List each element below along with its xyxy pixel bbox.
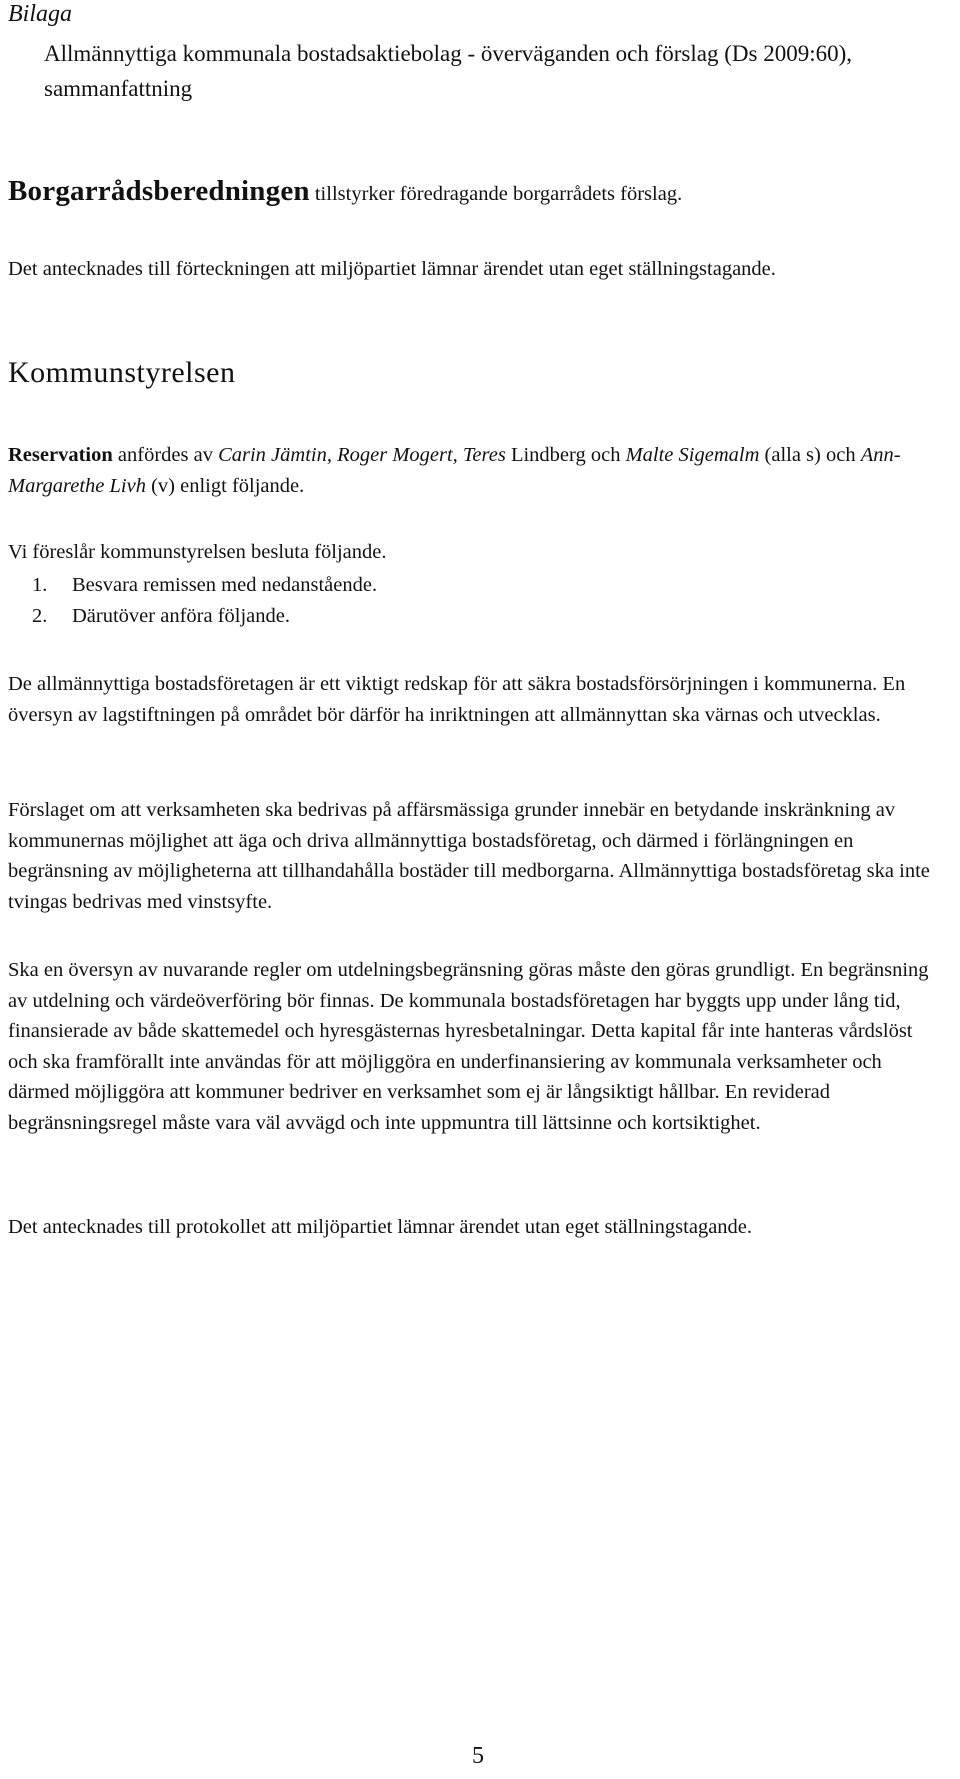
proposal-list	[8, 570, 378, 631]
list-item-number: 1.	[32, 574, 48, 596]
note-paragraph-2: Det antecknades till protokollet att miljöpartiet lämnar ärendet utan eget ställningstagande.	[8, 1216, 753, 1238]
list-item	[8, 601, 337, 632]
list-item-text: Därutöver anföra följande.	[72, 604, 290, 627]
borgarradsberedningen-text: tillstyrker föredragande borgarrådets förslag.	[309, 183, 683, 205]
reservation-text-1: anfördes av	[112, 444, 219, 466]
reservation-text-3: (alla s) och	[759, 444, 861, 466]
note-paragraph-1: Det antecknades till förteckningen att miljöpartiet lämnar ärendet utan eget ställningstagande.	[8, 258, 776, 280]
document-title: Allmännyttiga kommunala bostadsaktiebolag - överväganden och förslag (Ds 2009:60), sammanfattning	[44, 41, 852, 101]
page-number: 5	[472, 1743, 484, 1769]
borgarradsberedningen-lead: Borgarrådsberedningen	[8, 175, 310, 207]
appendix-label: Bilaga	[8, 1, 72, 27]
body-paragraph-3: Ska en översyn av nuvarande regler om utdelningsbegränsning göras måste den göras grundligt. En begränsning av utdelning och värdeöverföring bör finnas. De kommunala bostadsföretagen har byggts upp under lång tid, finansierade av både skattemedel och hyresgästernas hyresbetalningar. Detta kapital får inte hanteras vårdslöst och ska framförallt inte användas för att möjliggöra en underfinansiering av kommunala verksamheter och därmed möjliggöra att kommuner bedriver en verksamhet som ej är långsiktigt hållbar. En reviderad begränsningsregel måste vara väl avvägd och inte uppmuntra till lättsinne och kortsiktighet.	[8, 959, 929, 1134]
kommunstyrelsen-heading: Kommunstyrelsen	[8, 356, 236, 389]
reservation-names-1: Carin Jämtin, Roger Mogert, Teres	[218, 444, 506, 466]
body-paragraph-2: Förslaget om att verksamheten ska bedrivas på affärsmässiga grunder innebär en betydande inskränkning av kommunernas möjlighet att äga och driva allmännyttiga bostadsföretag, och därmed i förlängningen en begränsning av möjligheterna att tillhandahålla bostäder till medborgarna. Allmännyttiga bostadsföretag ska inte tvingas bedrivas med vinstsyfte.	[8, 799, 930, 913]
reservation-names-3: Ann-Margarethe Livh	[8, 444, 901, 497]
reservation-lead: Reservation	[8, 444, 113, 466]
reservation-text-4: (v) enligt följande.	[145, 474, 305, 497]
proposal-intro: Vi föreslår kommunstyrelsen besluta följande.	[8, 541, 387, 563]
reservation-paragraph	[8, 440, 948, 501]
list-item-text: Besvara remissen med nedanstående.	[72, 574, 378, 596]
borgarradsberedningen-paragraph	[8, 176, 948, 210]
reservation-names-2: Malte Sigemalm	[625, 444, 760, 466]
list-item-number: 2.	[32, 604, 48, 627]
body-paragraph-1: De allmännyttiga bostadsföretagen är ett viktigt redskap för att säkra bostadsförsörjningen i kommunerna. En översyn av lagstiftningen på området bör därför ha inriktningen att allmännyttan ska värnas och utvecklas.	[8, 673, 906, 726]
list-item	[8, 570, 378, 601]
reservation-text-2: Lindberg och	[505, 444, 626, 466]
